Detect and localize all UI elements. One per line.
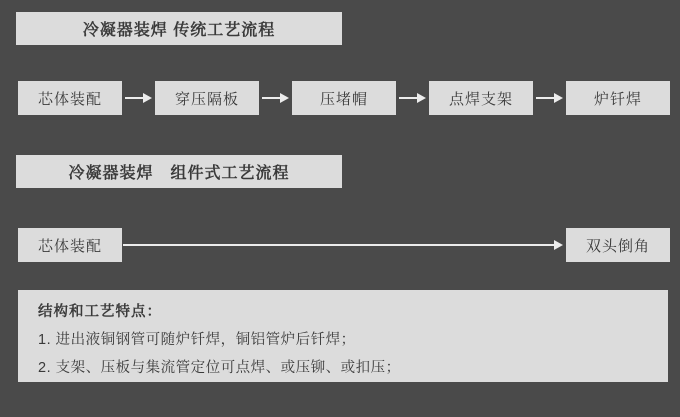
notes-item-1: 1. 进出液铜钢管可随炉钎焊，铜铝管炉后钎焊；	[38, 332, 356, 348]
flow2-step-double-head-chamfer: 双头倒角	[566, 228, 670, 262]
notes-panel	[18, 290, 668, 382]
flow2-step-core-assembly: 芯体装配	[18, 228, 122, 262]
flow1-step-spot-weld-bracket: 点焊支架	[429, 81, 533, 115]
flow2-title: 冷凝器装焊 组件式工艺流程	[16, 155, 342, 188]
flow1-step-press-plug-cap: 压堵帽	[292, 81, 396, 115]
flow1-step-core-assembly: 芯体装配	[18, 81, 122, 115]
flow1-title: 冷凝器装焊 传统工艺流程	[16, 12, 342, 45]
notes-heading: 结构和工艺特点：	[38, 304, 162, 320]
flow1-step-furnace-brazing: 炉钎焊	[566, 81, 670, 115]
flow1-step-press-partition: 穿压隔板	[155, 81, 259, 115]
notes-item-2: 2. 支架、压板与集流管定位可点焊、或压铆、或扣压；	[38, 360, 401, 376]
